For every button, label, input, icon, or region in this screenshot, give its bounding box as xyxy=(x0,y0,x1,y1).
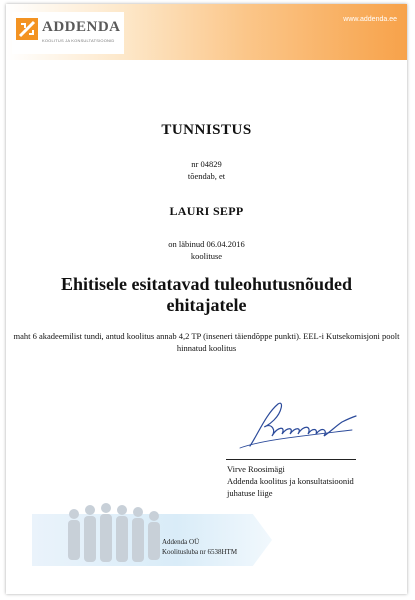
footer-organization xyxy=(162,537,237,557)
logo-mark-icon xyxy=(16,18,38,40)
certificate-page xyxy=(6,4,407,594)
training-word: koolituse xyxy=(190,251,223,261)
completion-date: on läbinud 06.04.2016 xyxy=(168,239,245,249)
brand-name: ADDENDA xyxy=(42,19,121,35)
header-banner xyxy=(6,4,407,60)
certificate-number: nr 04829 xyxy=(191,159,222,169)
confirms-text: tõendab, et xyxy=(187,171,226,181)
training-license: Koolitusluba nr 6538HTM xyxy=(162,548,238,556)
recipient-name: LAURI SEPP xyxy=(169,204,244,218)
business-people-illustration xyxy=(60,500,172,566)
signer-name: Virve Roosimägi xyxy=(227,464,285,474)
addenda-logo xyxy=(12,12,124,54)
signature-line xyxy=(226,459,356,460)
signer-organization: Addenda koolitus ja konsultatsioonid xyxy=(227,476,354,486)
signer-block xyxy=(227,463,354,499)
brand-tagline: KOOLITUS JA KONSULTATSIOONID xyxy=(42,38,115,43)
course-title: Ehitisele esitatavad tuleohutusnõuded ehitajatele xyxy=(60,274,353,315)
certificate-title: TUNNISTUS xyxy=(161,122,252,138)
signer-role: juhatuse liige xyxy=(227,488,273,498)
course-details: maht 6 akadeemilist tundi, antud koolitus annab 4,2 TP (inseneri täiendõppe punkti). EEL-i Kutsekomisjoni poolt hinnatud koolitus xyxy=(13,331,400,353)
site-url-link[interactable]: www.addenda.ee xyxy=(343,16,397,23)
handwritten-signature xyxy=(232,396,362,452)
company-name: Addenda OÜ xyxy=(162,538,200,546)
